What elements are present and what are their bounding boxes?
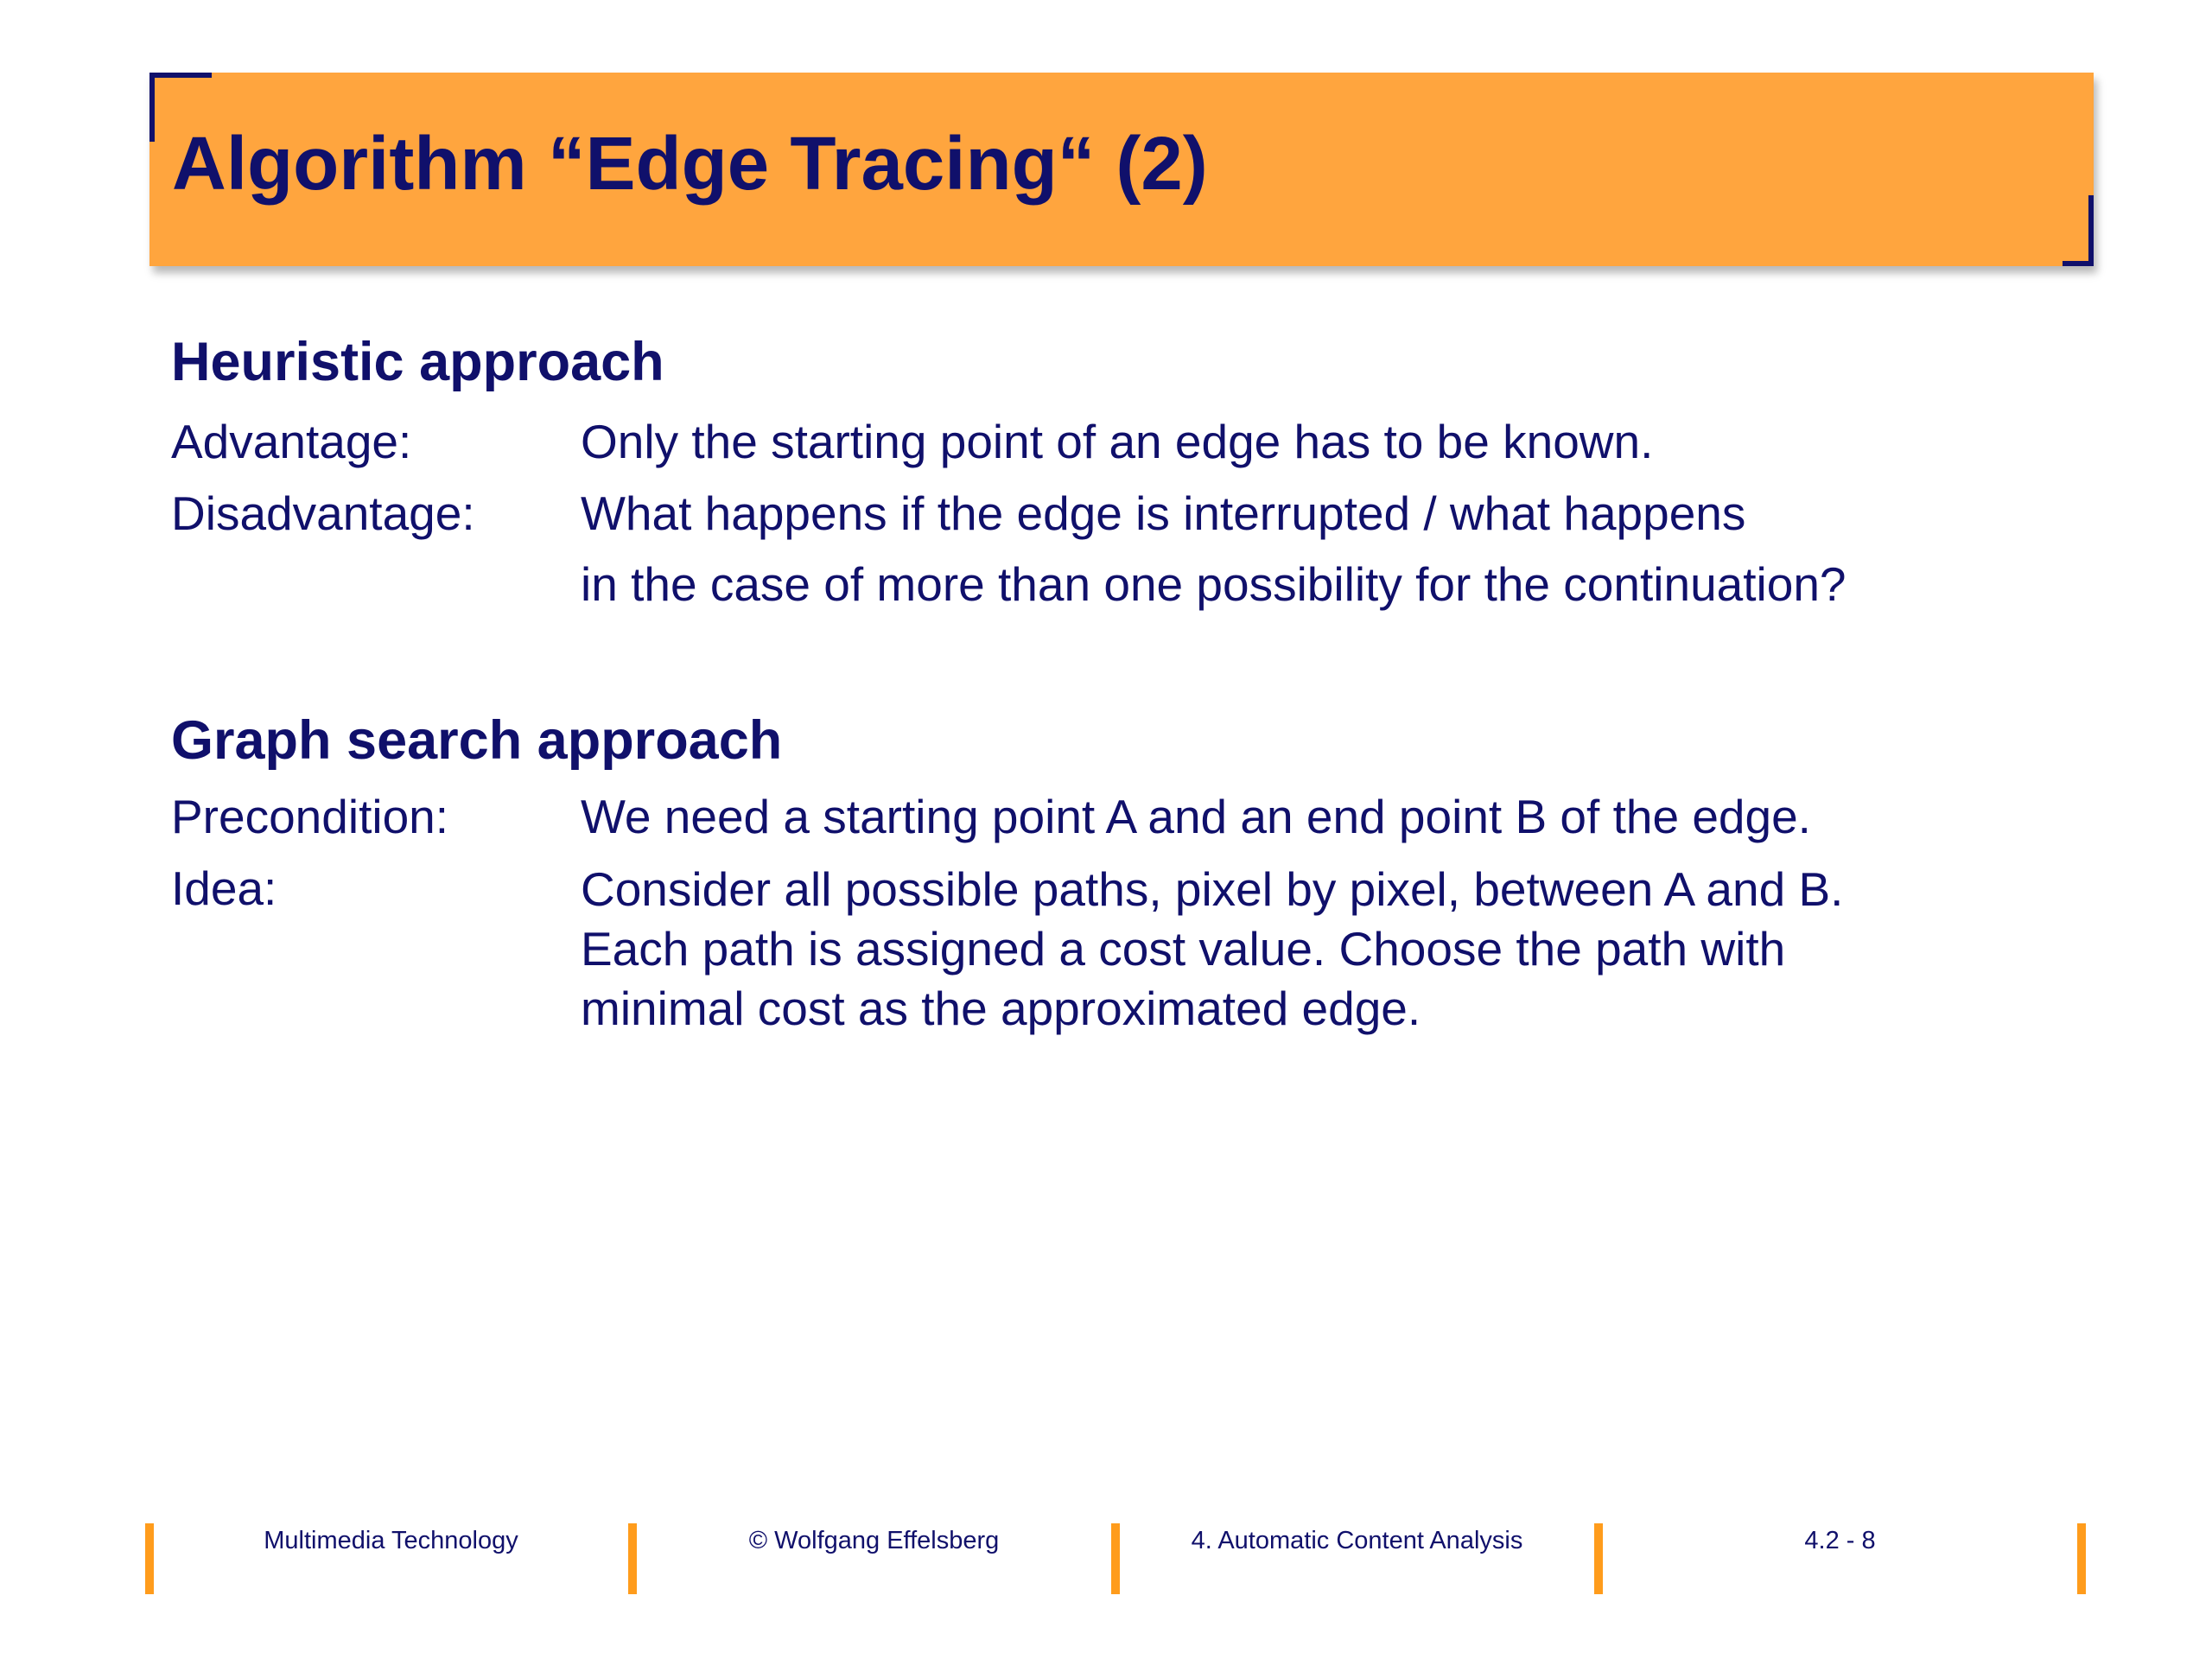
footer-separator-5 bbox=[2077, 1523, 2086, 1594]
term-precondition: Precondition: bbox=[171, 790, 449, 843]
footer-author: © Wolfgang Effelsberg bbox=[748, 1527, 1000, 1554]
term-advantage: Advantage: bbox=[171, 415, 412, 468]
term-disadvantage: Disadvantage: bbox=[171, 486, 475, 540]
definition-idea-line-3: minimal cost as the approximated edge. bbox=[581, 982, 1421, 1035]
definition-precondition: We need a starting point A and an end point B of the edge. bbox=[581, 790, 1811, 843]
definition-idea-line-2: Each path is assigned a cost value. Choose the path with bbox=[581, 922, 1786, 976]
title-banner bbox=[149, 73, 2094, 266]
definition-disadvantage-line-1: What happens if the edge is interrupted / what happens bbox=[581, 486, 1746, 540]
definition-idea-line-1: Consider all possible paths, pixel by pixel, between A and B. bbox=[581, 862, 1844, 916]
section-heading-heuristic: Heuristic approach bbox=[171, 332, 664, 392]
footer-page-number: 4.2 - 8 bbox=[1804, 1527, 1876, 1554]
corner-accent-top-left-vertical bbox=[149, 73, 155, 142]
footer-course: Multimedia Technology bbox=[264, 1527, 518, 1554]
corner-accent-top-left bbox=[149, 73, 212, 78]
footer-separator-3 bbox=[1111, 1523, 1120, 1594]
slide-title: Algorithm “Edge Tracing“ (2) bbox=[172, 122, 1208, 206]
footer-separator-4 bbox=[1594, 1523, 1603, 1594]
definition-disadvantage-line-2: in the case of more than one possibility for the continuation? bbox=[581, 557, 1847, 611]
term-idea: Idea: bbox=[171, 861, 277, 915]
footer-separator-2 bbox=[628, 1523, 637, 1594]
footer-separator-1 bbox=[145, 1523, 154, 1594]
footer-chapter: 4. Automatic Content Analysis bbox=[1191, 1527, 1523, 1554]
corner-accent-bottom-right-vertical bbox=[2088, 195, 2094, 266]
definition-advantage: Only the starting point of an edge has to be known. bbox=[581, 415, 1654, 468]
section-heading-graph-search: Graph search approach bbox=[171, 710, 783, 771]
